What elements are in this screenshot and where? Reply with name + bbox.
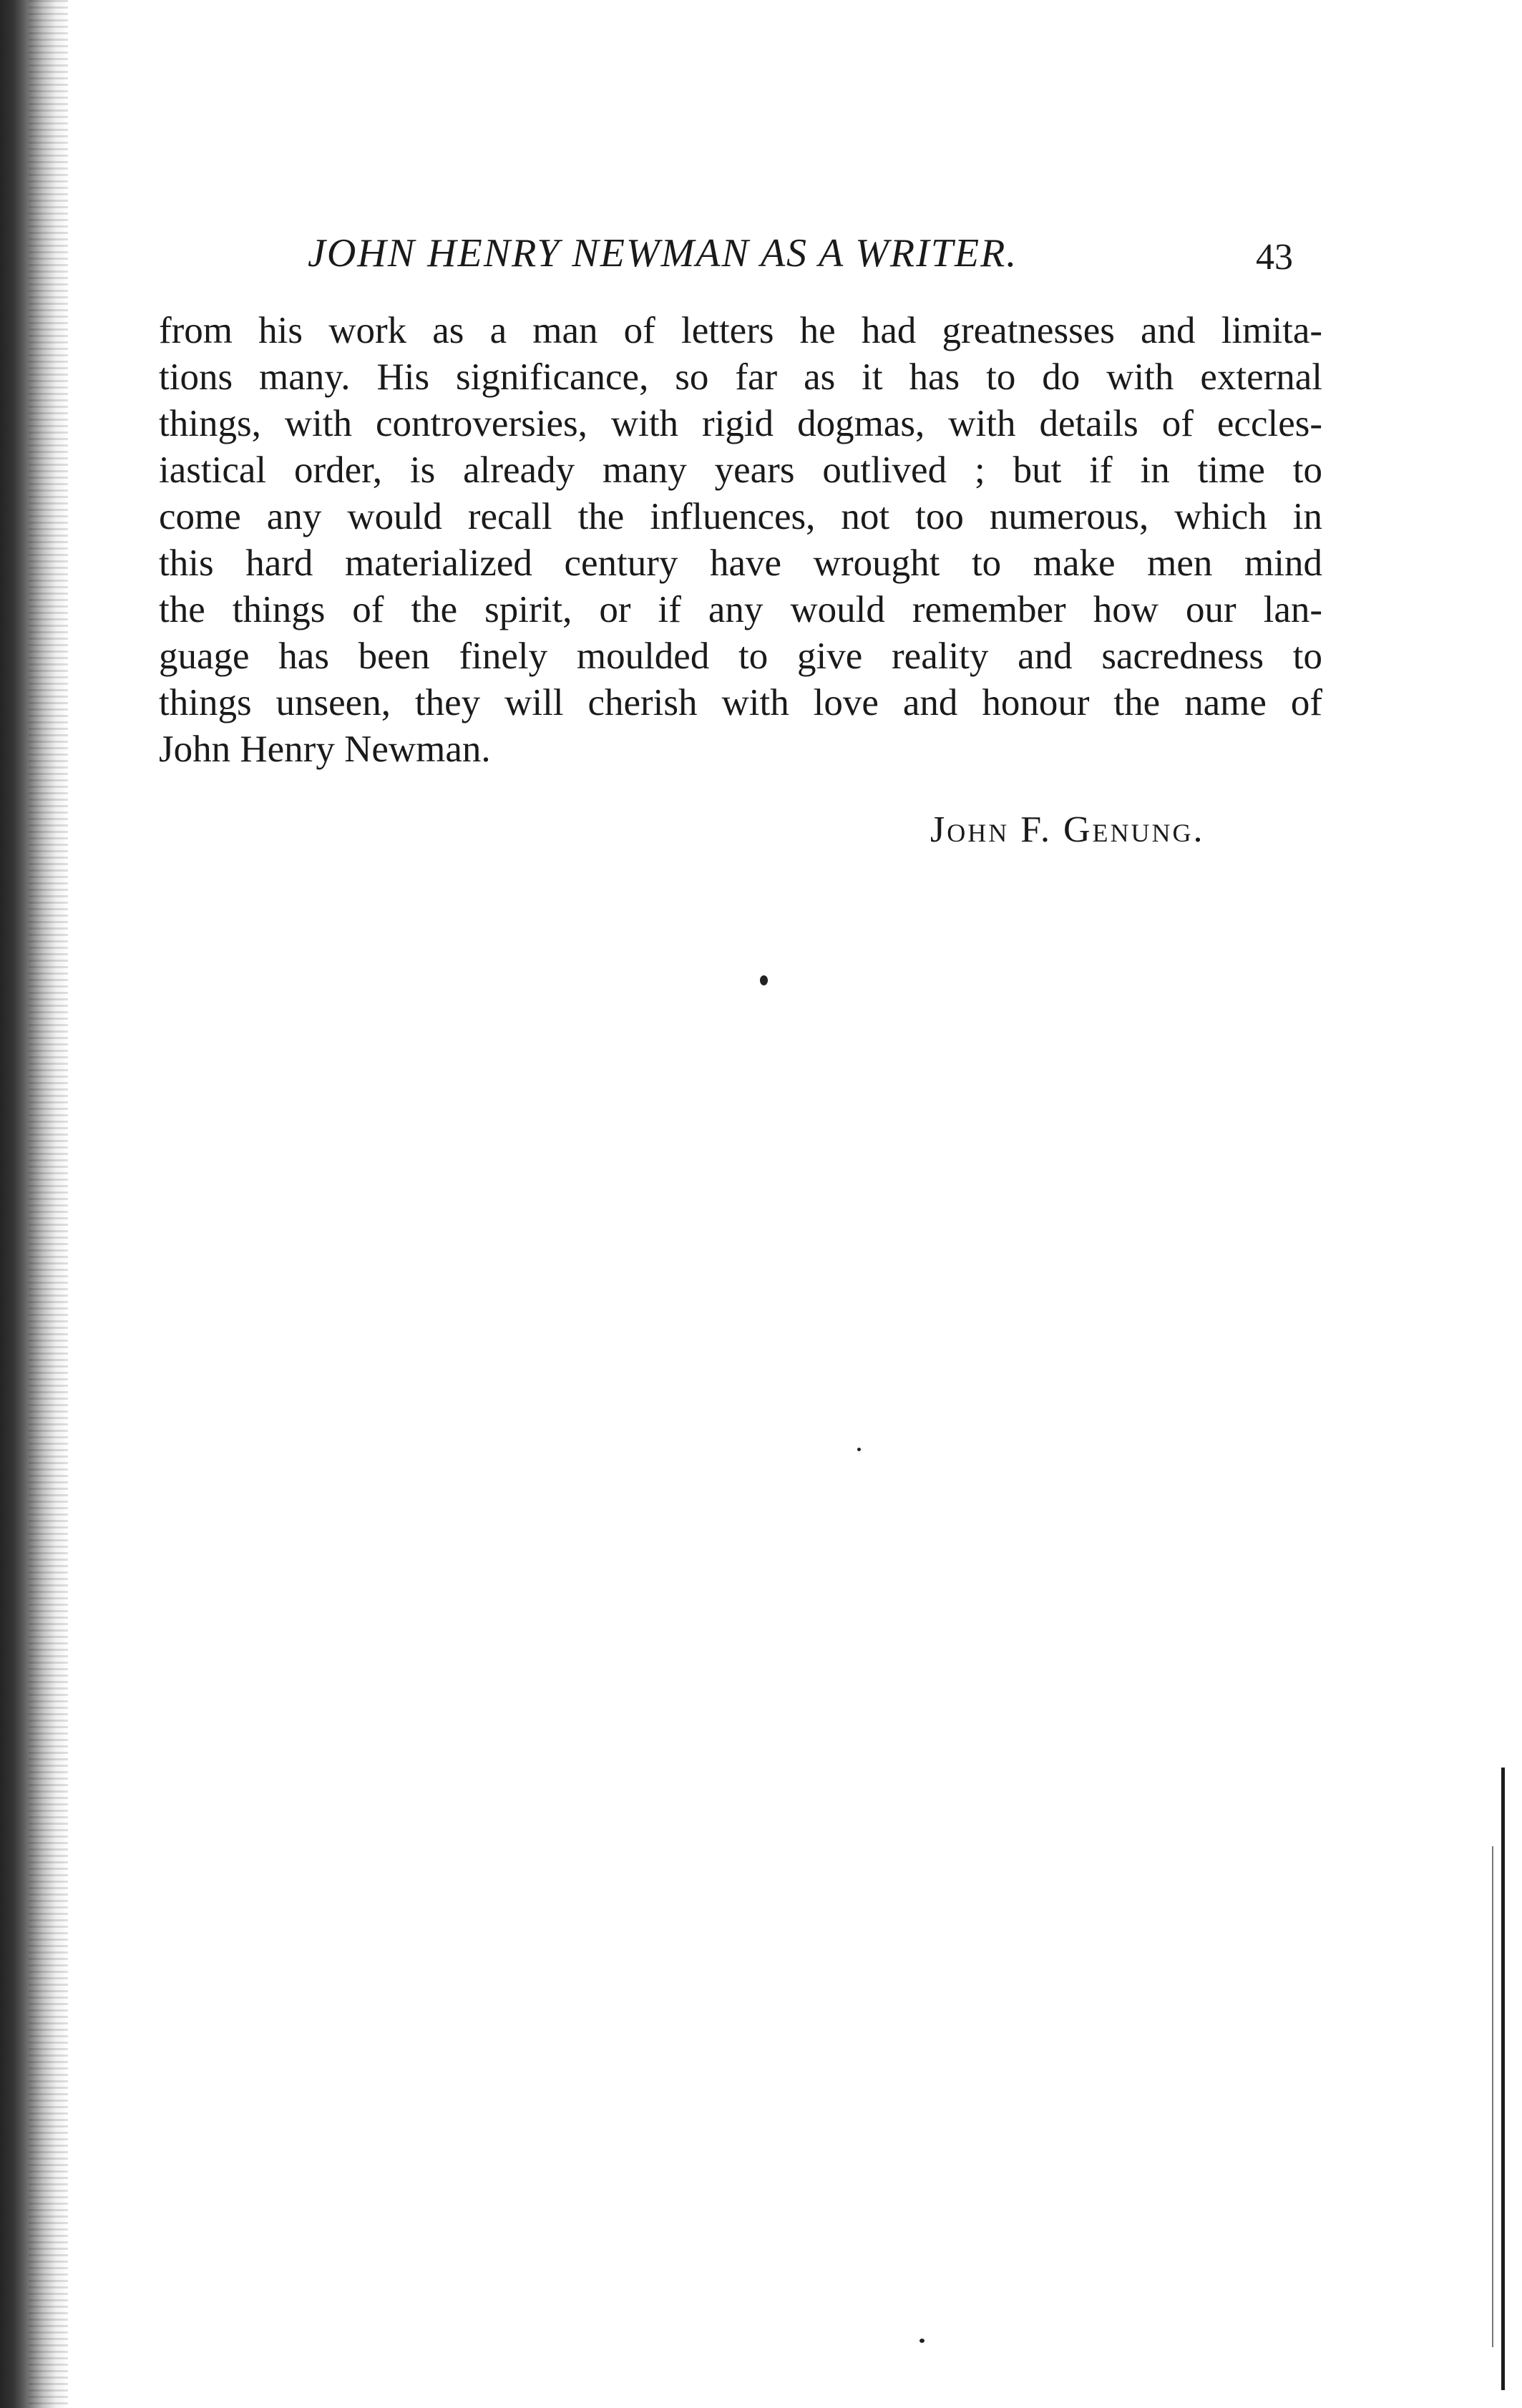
text-line: John Henry Newman. (159, 728, 491, 770)
binding-edge-texture (29, 0, 68, 2408)
text-line: the things of the spirit, or if any would remember how our lan- (159, 589, 1322, 630)
text-line: come any would recall the influences, not too numerous, which in (159, 496, 1322, 537)
margin-rule-thin (1492, 1846, 1493, 2347)
text-line: from his work as a man of letters he had greatnesses and limita- (159, 310, 1322, 351)
text-line: tions many. His significance, so far as it has to do with external (159, 356, 1322, 398)
text-line: things unseen, they will cherish with love and honour the name of (159, 682, 1322, 723)
running-head: JOHN HENRY NEWMAN AS A WRITER. (308, 231, 1018, 276)
scan-speck (760, 975, 768, 985)
margin-rule (1501, 1768, 1505, 2390)
author-signature: John F. Genung. (930, 809, 1205, 850)
scan-speck (919, 2339, 925, 2343)
body-text (159, 308, 1322, 773)
text-line: guage has been finely moulded to give reality and sacredness to (159, 635, 1322, 677)
scan-speck (857, 1448, 861, 1451)
text-line: things, with controversies, with rigid dogmas, with details of eccles- (159, 403, 1322, 444)
page-number: 43 (1256, 237, 1293, 278)
text-line: this hard materialized century have wrought to make men mind (159, 542, 1322, 584)
text-line: iastical order, is already many years outlived ; but if in time to (159, 449, 1322, 491)
